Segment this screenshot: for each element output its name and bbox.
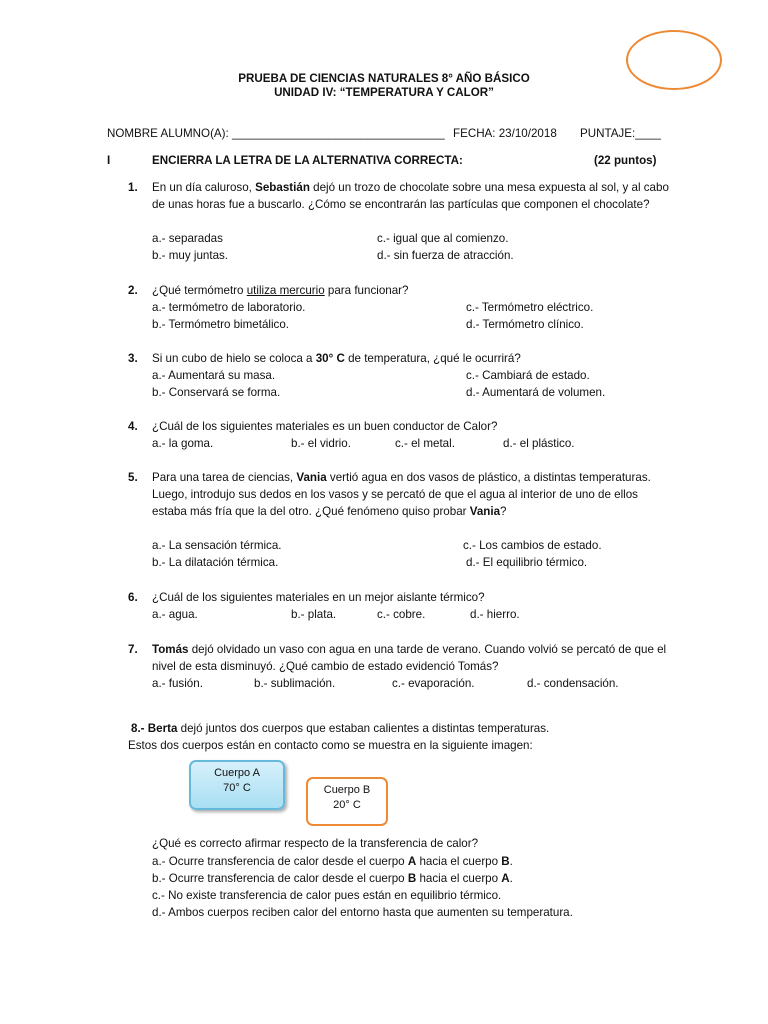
page-subtitle: UNIDAD IV: “TEMPERATURA Y CALOR” (274, 86, 494, 99)
question-number: 4. (128, 420, 138, 433)
question-8-line2: Estos dos cuerpos están en contacto como se muestra en la siguiente imagen: (128, 739, 533, 752)
body-a-box (189, 760, 285, 810)
question-number: 6. (128, 591, 138, 604)
answer-option[interactable]: c.- evaporación. (392, 677, 475, 690)
answer-option[interactable]: a.- Aumentará su masa. (152, 369, 276, 382)
answer-option[interactable]: c.- Los cambios de estado. (463, 539, 602, 552)
answer-option[interactable]: a.- separadas (152, 232, 223, 245)
answer-option[interactable]: a.- la goma. (152, 437, 214, 450)
body-a-name: Cuerpo A (214, 767, 260, 779)
question-8-line1: 8.- Berta dejó juntos dos cuerpos que estaban calientes a distintas temperaturas. (131, 722, 550, 735)
section-instruction: ENCIERRA LA LETRA DE LA ALTERNATIVA CORRECTA: (152, 154, 463, 167)
answer-option[interactable]: d.- Aumentará de volumen. (466, 386, 606, 399)
answer-option[interactable]: c.- No existe transferencia de calor pues están en equilibrio térmico. (152, 889, 502, 902)
answer-option[interactable]: a.- Ocurre transferencia de calor desde el cuerpo A hacia el cuerpo B. (152, 855, 513, 868)
answer-option[interactable]: a.- La sensación térmica. (152, 539, 282, 552)
body-b-temp: 20° C (333, 799, 361, 811)
date-label: FECHA: 23/10/2018 (453, 127, 557, 140)
answer-option[interactable]: d.- sin fuerza de atracción. (377, 249, 514, 262)
body-b-box (306, 777, 388, 826)
answer-option[interactable]: c.- cobre. (377, 608, 426, 621)
answer-option[interactable]: a.- fusión. (152, 677, 203, 690)
question-text: ¿Cuál de los siguientes materiales es un buen conductor de Calor? (152, 420, 498, 433)
answer-option[interactable]: c.- el metal. (395, 437, 455, 450)
body-a-temp: 70° C (223, 782, 251, 794)
section-numeral: I (107, 154, 111, 167)
answer-option[interactable]: b.- sublimación. (254, 677, 336, 690)
question-number: 2. (128, 284, 138, 297)
answer-option[interactable]: b.- Ocurre transferencia de calor desde el cuerpo B hacia el cuerpo A. (152, 872, 513, 885)
question-text: Si un cubo de hielo se coloca a 30° C de temperatura, ¿qué le ocurrirá? (152, 352, 521, 365)
answer-option[interactable]: c.- Termómetro eléctrico. (466, 301, 594, 314)
question-text: Tomás dejó olvidado un vaso con agua en una tarde de verano. Cuando volvió se percató de que el nivel de esta disminuyó. ¿Qué cambio de estado evidenció Tomás? (152, 643, 667, 673)
question-number: 3. (128, 352, 138, 365)
answer-option[interactable]: d.- Termómetro clínico. (466, 318, 584, 331)
answer-option[interactable]: a.- termómetro de laboratorio. (152, 301, 306, 314)
student-name-field: NOMBRE ALUMNO(A): _________________________________ (107, 127, 445, 140)
answer-option[interactable]: d.- condensación. (527, 677, 619, 690)
question-8-prompt: ¿Qué es correcto afirmar respecto de la transferencia de calor? (152, 837, 479, 850)
answer-option[interactable]: b.- Termómetro bimetálico. (152, 318, 290, 331)
answer-option[interactable]: d.- El equilibrio térmico. (466, 556, 588, 569)
question-number: 7. (128, 643, 138, 656)
answer-option[interactable]: d.- el plástico. (503, 437, 575, 450)
answer-option[interactable]: b.- muy juntas. (152, 249, 229, 262)
question-text: Para una tarea de ciencias, Vania vertió agua en dos vasos de plástico, a distintas temperaturas. Luego, introdujo sus dedos en los vasos y se percató de que el agua al interior de uno de ellos estaba más fría que la del otro. ¿Qué fenómeno quiso probar Vania? (152, 471, 651, 518)
answer-option[interactable]: b.- el vidrio. (291, 437, 351, 450)
question-number: 5. (128, 471, 138, 484)
body-b-name: Cuerpo B (323, 784, 371, 796)
answer-option[interactable]: b.- Conservará se forma. (152, 386, 281, 399)
answer-option[interactable]: b.- plata. (291, 608, 337, 621)
answer-option[interactable]: d.- hierro. (470, 608, 520, 621)
question-text: ¿Qué termómetro utiliza mercurio para funcionar? (152, 284, 409, 297)
question-number: 1. (128, 181, 138, 194)
answer-option[interactable]: c.- Cambiará de estado. (466, 369, 590, 382)
answer-option[interactable]: b.- La dilatación térmica. (152, 556, 279, 569)
answer-option[interactable]: c.- igual que al comienzo. (377, 232, 509, 245)
question-text: En un día caluroso, Sebastián dejó un trozo de chocolate sobre una mesa expuesta al sol, y al cabo de unas horas fue a buscarlo. ¿Cómo se encontrarán las partículas que componen el chocolate? (152, 181, 669, 211)
answer-option[interactable]: a.- agua. (152, 608, 198, 621)
question-text: ¿Cuál de los siguientes materiales en un mejor aislante térmico? (152, 591, 485, 604)
answer-option[interactable]: d.- Ambos cuerpos reciben calor del entorno hasta que aumenten su temperatura. (152, 906, 573, 919)
page-title: PRUEBA DE CIENCIAS NATURALES 8° AÑO BÁSICO (238, 72, 530, 85)
section-points: (22 puntos) (594, 154, 657, 167)
score-field: PUNTAJE:____ (580, 127, 661, 140)
